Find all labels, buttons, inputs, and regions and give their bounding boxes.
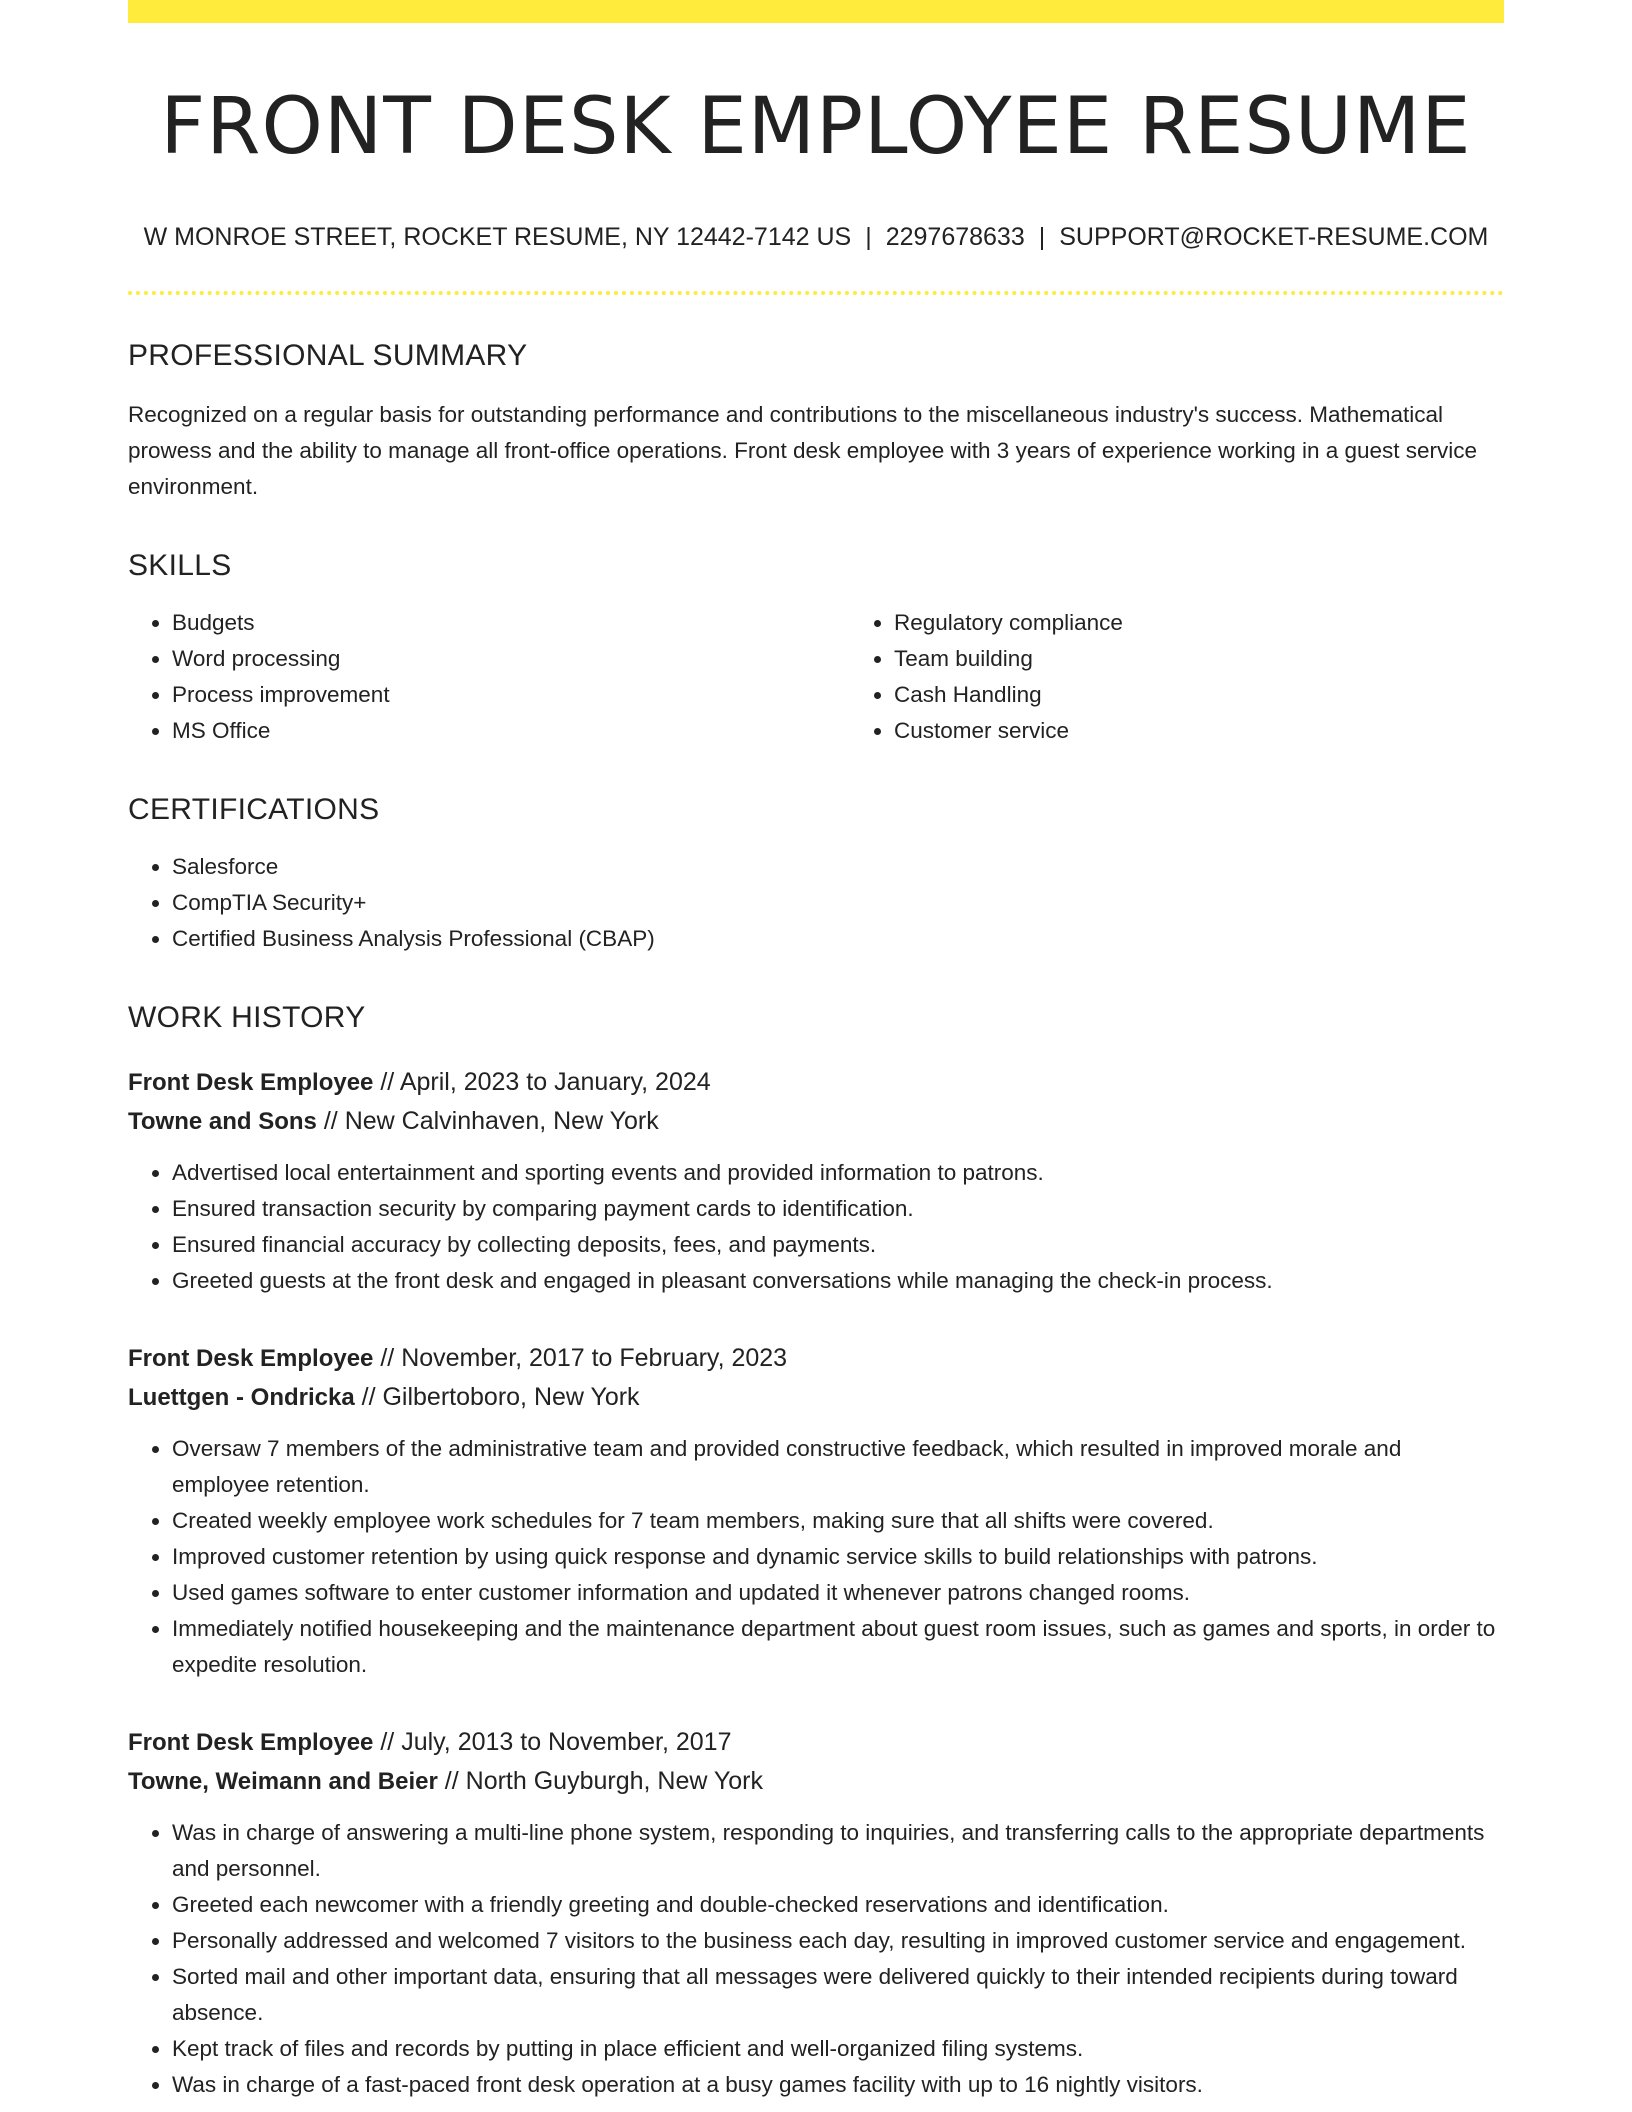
skills-heading: SKILLS (128, 548, 232, 582)
contact-line (128, 223, 1504, 252)
skills-list-left (128, 605, 850, 749)
job-role-line (128, 1723, 1504, 1762)
skill-item: • Budgets (172, 605, 850, 641)
job-dates: // July, 2013 to November, 2017 (380, 1727, 732, 1756)
contact-address: W MONROE STREET, ROCKET RESUME, NY 12442-7142 US (143, 222, 852, 251)
job-role: Front Desk Employee (128, 1344, 374, 1372)
job-bullets (128, 1815, 1504, 2103)
certification-item: • Salesforce (172, 849, 1504, 885)
skill-item: • MS Office (172, 713, 850, 749)
skills-columns (128, 605, 1504, 749)
job-bullet: • Oversaw 7 members of the administrative team and provided constructive feedback, which resulted in improved morale and employee retention. (172, 1431, 1504, 1503)
certifications-list (128, 849, 1504, 957)
job-role: Front Desk Employee (128, 1728, 374, 1756)
job-entry (128, 1339, 1504, 1683)
skill-item: • Process improvement (172, 677, 850, 713)
skill-item: • Word processing (172, 641, 850, 677)
contact-phone: 2297678633 (885, 222, 1025, 251)
job-company: Towne, Weimann and Beier (128, 1767, 438, 1795)
dotted-divider (128, 291, 1504, 295)
work-history-heading: WORK HISTORY (128, 1000, 366, 1034)
job-bullet: • Used games software to enter customer information and updated it whenever patrons changed rooms. (172, 1575, 1504, 1611)
job-dates: // November, 2017 to February, 2023 (380, 1343, 788, 1372)
job-company: Luettgen - Ondricka (128, 1383, 355, 1411)
accent-top-bar (128, 0, 1504, 23)
job-entry (128, 1063, 1504, 1299)
job-bullet: • Ensured transaction security by comparing payment cards to identification. (172, 1191, 1504, 1227)
job-bullet: • Ensured financial accuracy by collecting deposits, fees, and payments. (172, 1227, 1504, 1263)
contact-email: SUPPORT@ROCKET-RESUME.COM (1059, 222, 1489, 251)
summary-heading: PROFESSIONAL SUMMARY (128, 338, 528, 372)
job-company-line (128, 1762, 1504, 1801)
certifications-heading: CERTIFICATIONS (128, 792, 380, 826)
job-company-line (128, 1102, 1504, 1141)
skill-item: • Team building (894, 641, 1572, 677)
job-role: Front Desk Employee (128, 1068, 374, 1096)
job-location: // New Calvinhaven, New York (323, 1106, 659, 1135)
certification-item: • CompTIA Security+ (172, 885, 1504, 921)
job-bullet: • Was in charge of a fast-paced front desk operation at a busy games facility with up to 16 nightly visitors. (172, 2067, 1504, 2103)
summary-text: Recognized on a regular basis for outstanding performance and contributions to the miscellaneous industry's success. Mathematical prowess and the ability to manage all front-office operations. Front desk employee with 3 years of experience working in a guest service environment. (128, 401, 1478, 499)
job-bullet: • Greeted guests at the front desk and engaged in pleasant conversations while managing the check-in process. (172, 1263, 1504, 1299)
job-location: // North Guyburgh, New York (444, 1766, 764, 1795)
skill-item: • Regulatory compliance (894, 605, 1572, 641)
job-bullets (128, 1155, 1504, 1299)
resume-title: FRONT DESK EMPLOYEE RESUME (160, 82, 1472, 172)
job-bullet: • Created weekly employee work schedules for 7 team members, making sure that all shifts were covered. (172, 1503, 1504, 1539)
job-bullet: • Sorted mail and other important data, ensuring that all messages were delivered quickly to their intended recipients during toward absence. (172, 1959, 1504, 2031)
resume-page (128, 0, 1504, 2103)
job-bullets (128, 1431, 1504, 1683)
job-bullet: • Advertised local entertainment and sporting events and provided information to patrons. (172, 1155, 1504, 1191)
job-bullet: • Immediately notified housekeeping and the maintenance department about guest room issues, such as games and sports, in order to expedite resolution. (172, 1611, 1504, 1683)
skill-item: • Cash Handling (894, 677, 1572, 713)
job-role-line (128, 1063, 1504, 1102)
job-dates: // April, 2023 to January, 2024 (380, 1067, 711, 1096)
job-bullet: • Kept track of files and records by putting in place efficient and well-organized filing systems. (172, 2031, 1504, 2067)
job-bullet: • Improved customer retention by using quick response and dynamic service skills to build relationships with patrons. (172, 1539, 1504, 1575)
certification-item: • Certified Business Analysis Professional (CBAP) (172, 921, 1504, 957)
job-company-line (128, 1378, 1504, 1417)
job-bullet: • Greeted each newcomer with a friendly greeting and double-checked reservations and identification. (172, 1887, 1504, 1923)
job-location: // Gilbertoboro, New York (361, 1382, 640, 1411)
job-entry (128, 1723, 1504, 2103)
job-company: Towne and Sons (128, 1107, 317, 1135)
contact-separator: | (1038, 222, 1046, 251)
job-bullet: • Personally addressed and welcomed 7 visitors to the business each day, resulting in improved customer service and engagement. (172, 1923, 1504, 1959)
job-role-line (128, 1339, 1504, 1378)
contact-separator: | (865, 222, 872, 251)
skill-item: • Customer service (894, 713, 1572, 749)
job-bullet: • Was in charge of answering a multi-line phone system, responding to inquiries, and transferring calls to the appropriate departments and personnel. (172, 1815, 1504, 1887)
skills-list-right (850, 605, 1572, 749)
